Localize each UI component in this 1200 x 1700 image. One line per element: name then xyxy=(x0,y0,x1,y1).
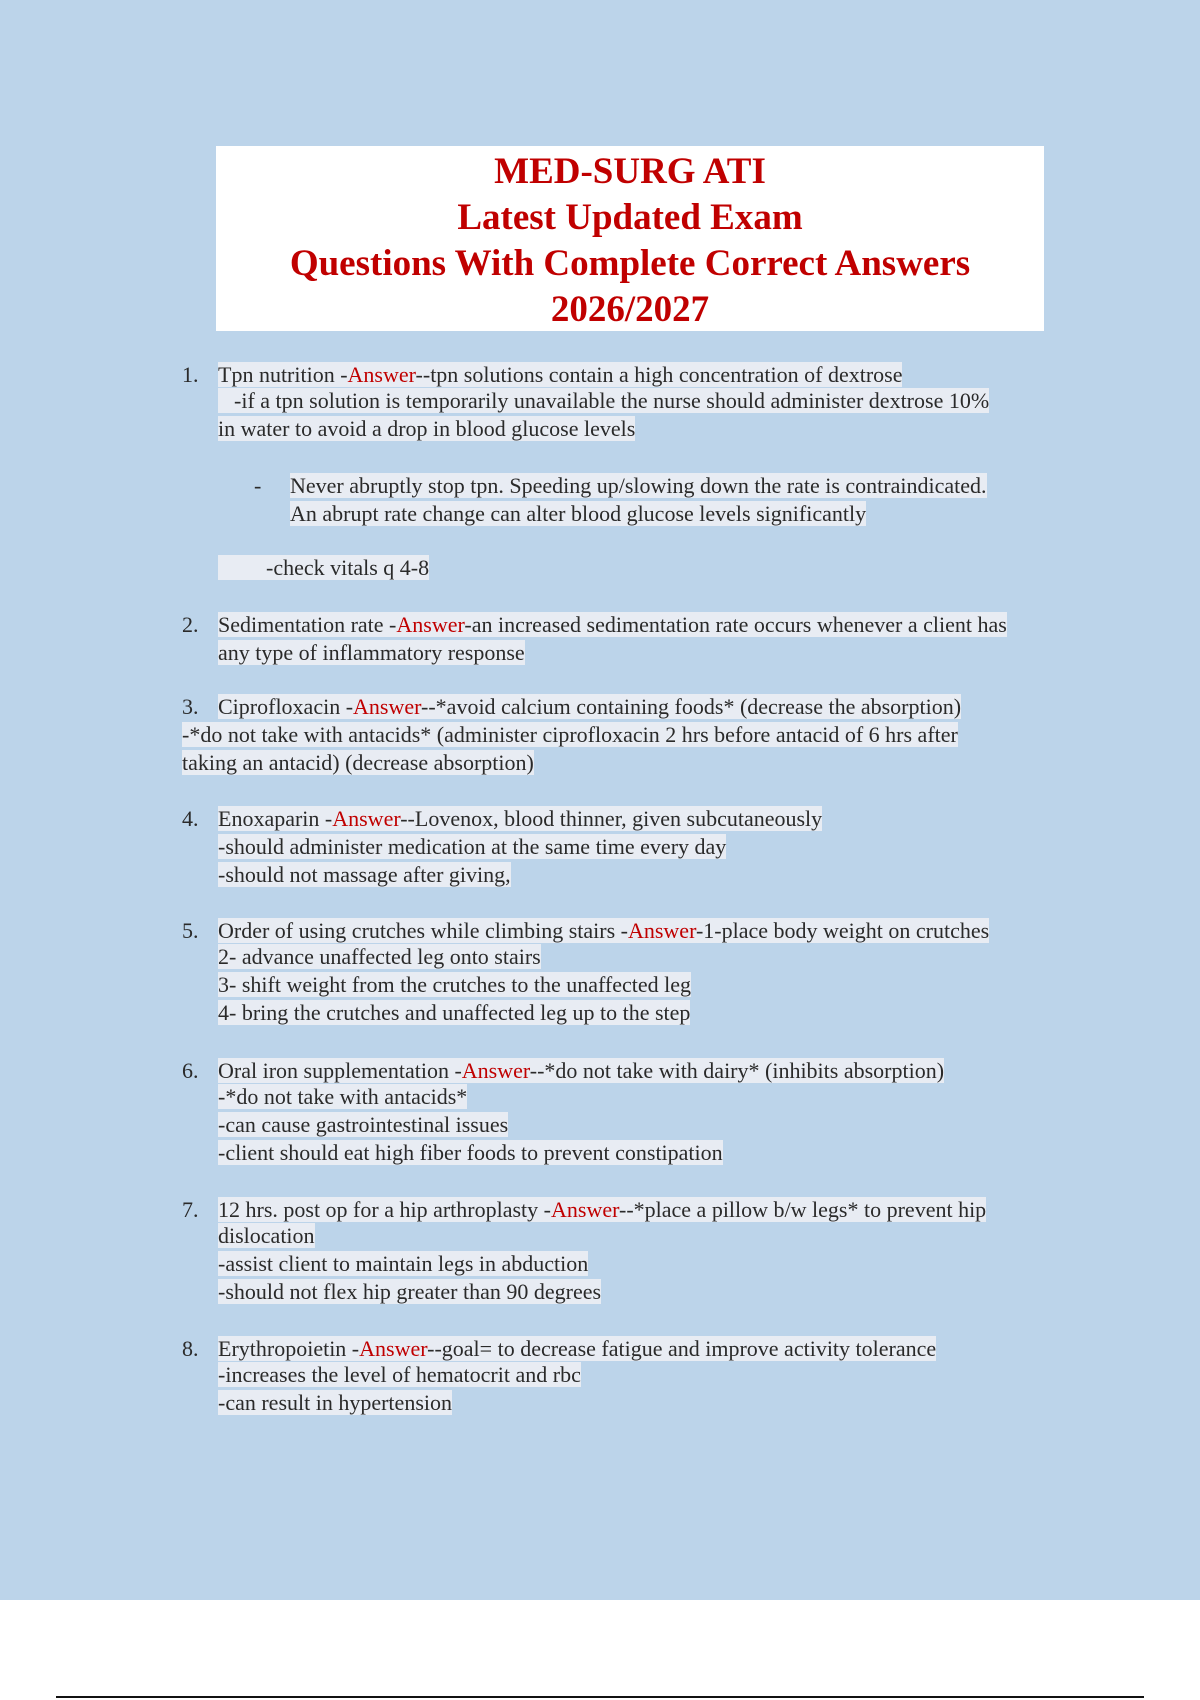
item-question: Tpn nutrition - xyxy=(218,362,348,387)
item-line: -assist client to maintain legs in abduction xyxy=(218,1251,589,1276)
item-number: 4. xyxy=(182,806,199,831)
item-question: Erythropoietin - xyxy=(218,1336,360,1361)
answer-label: Answer xyxy=(347,362,416,387)
item-line: 4- bring the crutches and unaffected leg up to the step xyxy=(218,1000,691,1025)
item-line: -increases the level of hematocrit and rbc xyxy=(218,1362,581,1387)
item-number: 8. xyxy=(182,1336,199,1361)
item-first-line xyxy=(218,1197,986,1223)
answer-label: Answer xyxy=(359,1336,428,1361)
item-line: dislocation xyxy=(218,1223,315,1248)
item-number: 1. xyxy=(182,362,199,387)
item-line: -*do not take with antacids* (administer ciprofloxacin 2 hrs before antacid of 6 hrs after xyxy=(182,722,958,747)
bullet-line: Never abruptly stop tpn. Speeding up/slowing down the rate is contraindicated. xyxy=(290,473,987,498)
answer-label: Answer xyxy=(627,918,696,943)
item-answer: -an increased sedimentation rate occurs whenever a client has xyxy=(464,612,1007,637)
item-question: Ciprofloxacin - xyxy=(218,694,354,719)
bullet-line: An abrupt rate change can alter blood glucose levels significantly xyxy=(290,501,867,526)
item-line: any type of inflammatory response xyxy=(218,640,525,665)
item-first-line xyxy=(218,1058,944,1084)
item-line: -should not flex hip greater than 90 degrees xyxy=(218,1279,602,1304)
item-answer: --goal= to decrease fatigue and improve activity tolerance xyxy=(427,1336,937,1361)
item-line: -can result in hypertension xyxy=(218,1390,452,1415)
item-first-line xyxy=(218,694,961,720)
item-line: in water to avoid a drop in blood glucose levels xyxy=(218,416,636,441)
item-number: 7. xyxy=(182,1197,199,1222)
item-answer: --*do not take with dairy* (inhibits absorption) xyxy=(529,1058,945,1083)
item-line: -should not massage after giving, xyxy=(218,862,511,887)
item-line: 3- shift weight from the crutches to the unaffected leg xyxy=(218,972,692,997)
title-line-4: 2026/2027 xyxy=(550,289,710,330)
item-answer: --Lovenox, blood thinner, given subcutaneously xyxy=(400,806,823,831)
title-line-1: MED-SURG ATI xyxy=(494,151,766,192)
answer-label: Answer xyxy=(551,1197,619,1222)
item-answer: -1-place body weight on crutches xyxy=(695,918,990,943)
item-answer: --*place a pillow b/w legs* to prevent hip xyxy=(619,1197,987,1222)
title-line-2: Latest Updated Exam xyxy=(457,197,803,238)
item-number: 2. xyxy=(182,612,199,637)
answer-label: Answer xyxy=(353,694,422,719)
item-line: -*do not take with antacids* xyxy=(218,1084,468,1109)
item-line: -can cause gastrointestinal issues xyxy=(218,1112,509,1137)
item-first-line xyxy=(218,806,822,832)
title-box xyxy=(216,146,1044,331)
bullet-dash: - xyxy=(254,473,262,498)
item-first-line xyxy=(218,612,1007,638)
answer-label: Answer xyxy=(396,612,465,637)
item-first-line xyxy=(218,918,989,944)
item-number: 5. xyxy=(182,918,199,943)
item-number: 3. xyxy=(182,694,199,719)
item-answer: --*avoid calcium containing foods* (decrease the absorption) xyxy=(421,694,962,719)
item-question: Enoxaparin - xyxy=(218,806,333,831)
item-line: -client should eat high fiber foods to prevent constipation xyxy=(218,1140,723,1165)
item-first-line xyxy=(218,362,902,388)
item-first-line xyxy=(218,1336,936,1362)
item-question: Order of using crutches while climbing stairs - xyxy=(218,918,628,943)
item-line: -should administer medication at the same time every day xyxy=(218,834,727,859)
item-answer: --tpn solutions contain a high concentration of dextrose xyxy=(415,362,903,387)
item-extra-line: -check vitals q 4-8 xyxy=(218,555,429,581)
answer-label: Answer xyxy=(332,806,401,831)
item-line: taking an antacid) (decrease absorption) xyxy=(182,750,534,775)
item-line: 2- advance unaffected leg onto stairs xyxy=(218,944,541,969)
footer-divider xyxy=(56,1696,1144,1698)
item-question: Oral iron supplementation - xyxy=(218,1058,462,1083)
answer-label: Answer xyxy=(461,1058,530,1083)
item-question: Sedimentation rate - xyxy=(218,612,397,637)
item-number: 6. xyxy=(182,1058,199,1083)
title-line-3: Questions With Complete Correct Answers xyxy=(289,243,971,284)
item-line: -if a tpn solution is temporarily unavailable the nurse should administer dextrose 10% xyxy=(218,388,989,414)
item-question: 12 hrs. post op for a hip arthroplasty - xyxy=(218,1197,551,1222)
